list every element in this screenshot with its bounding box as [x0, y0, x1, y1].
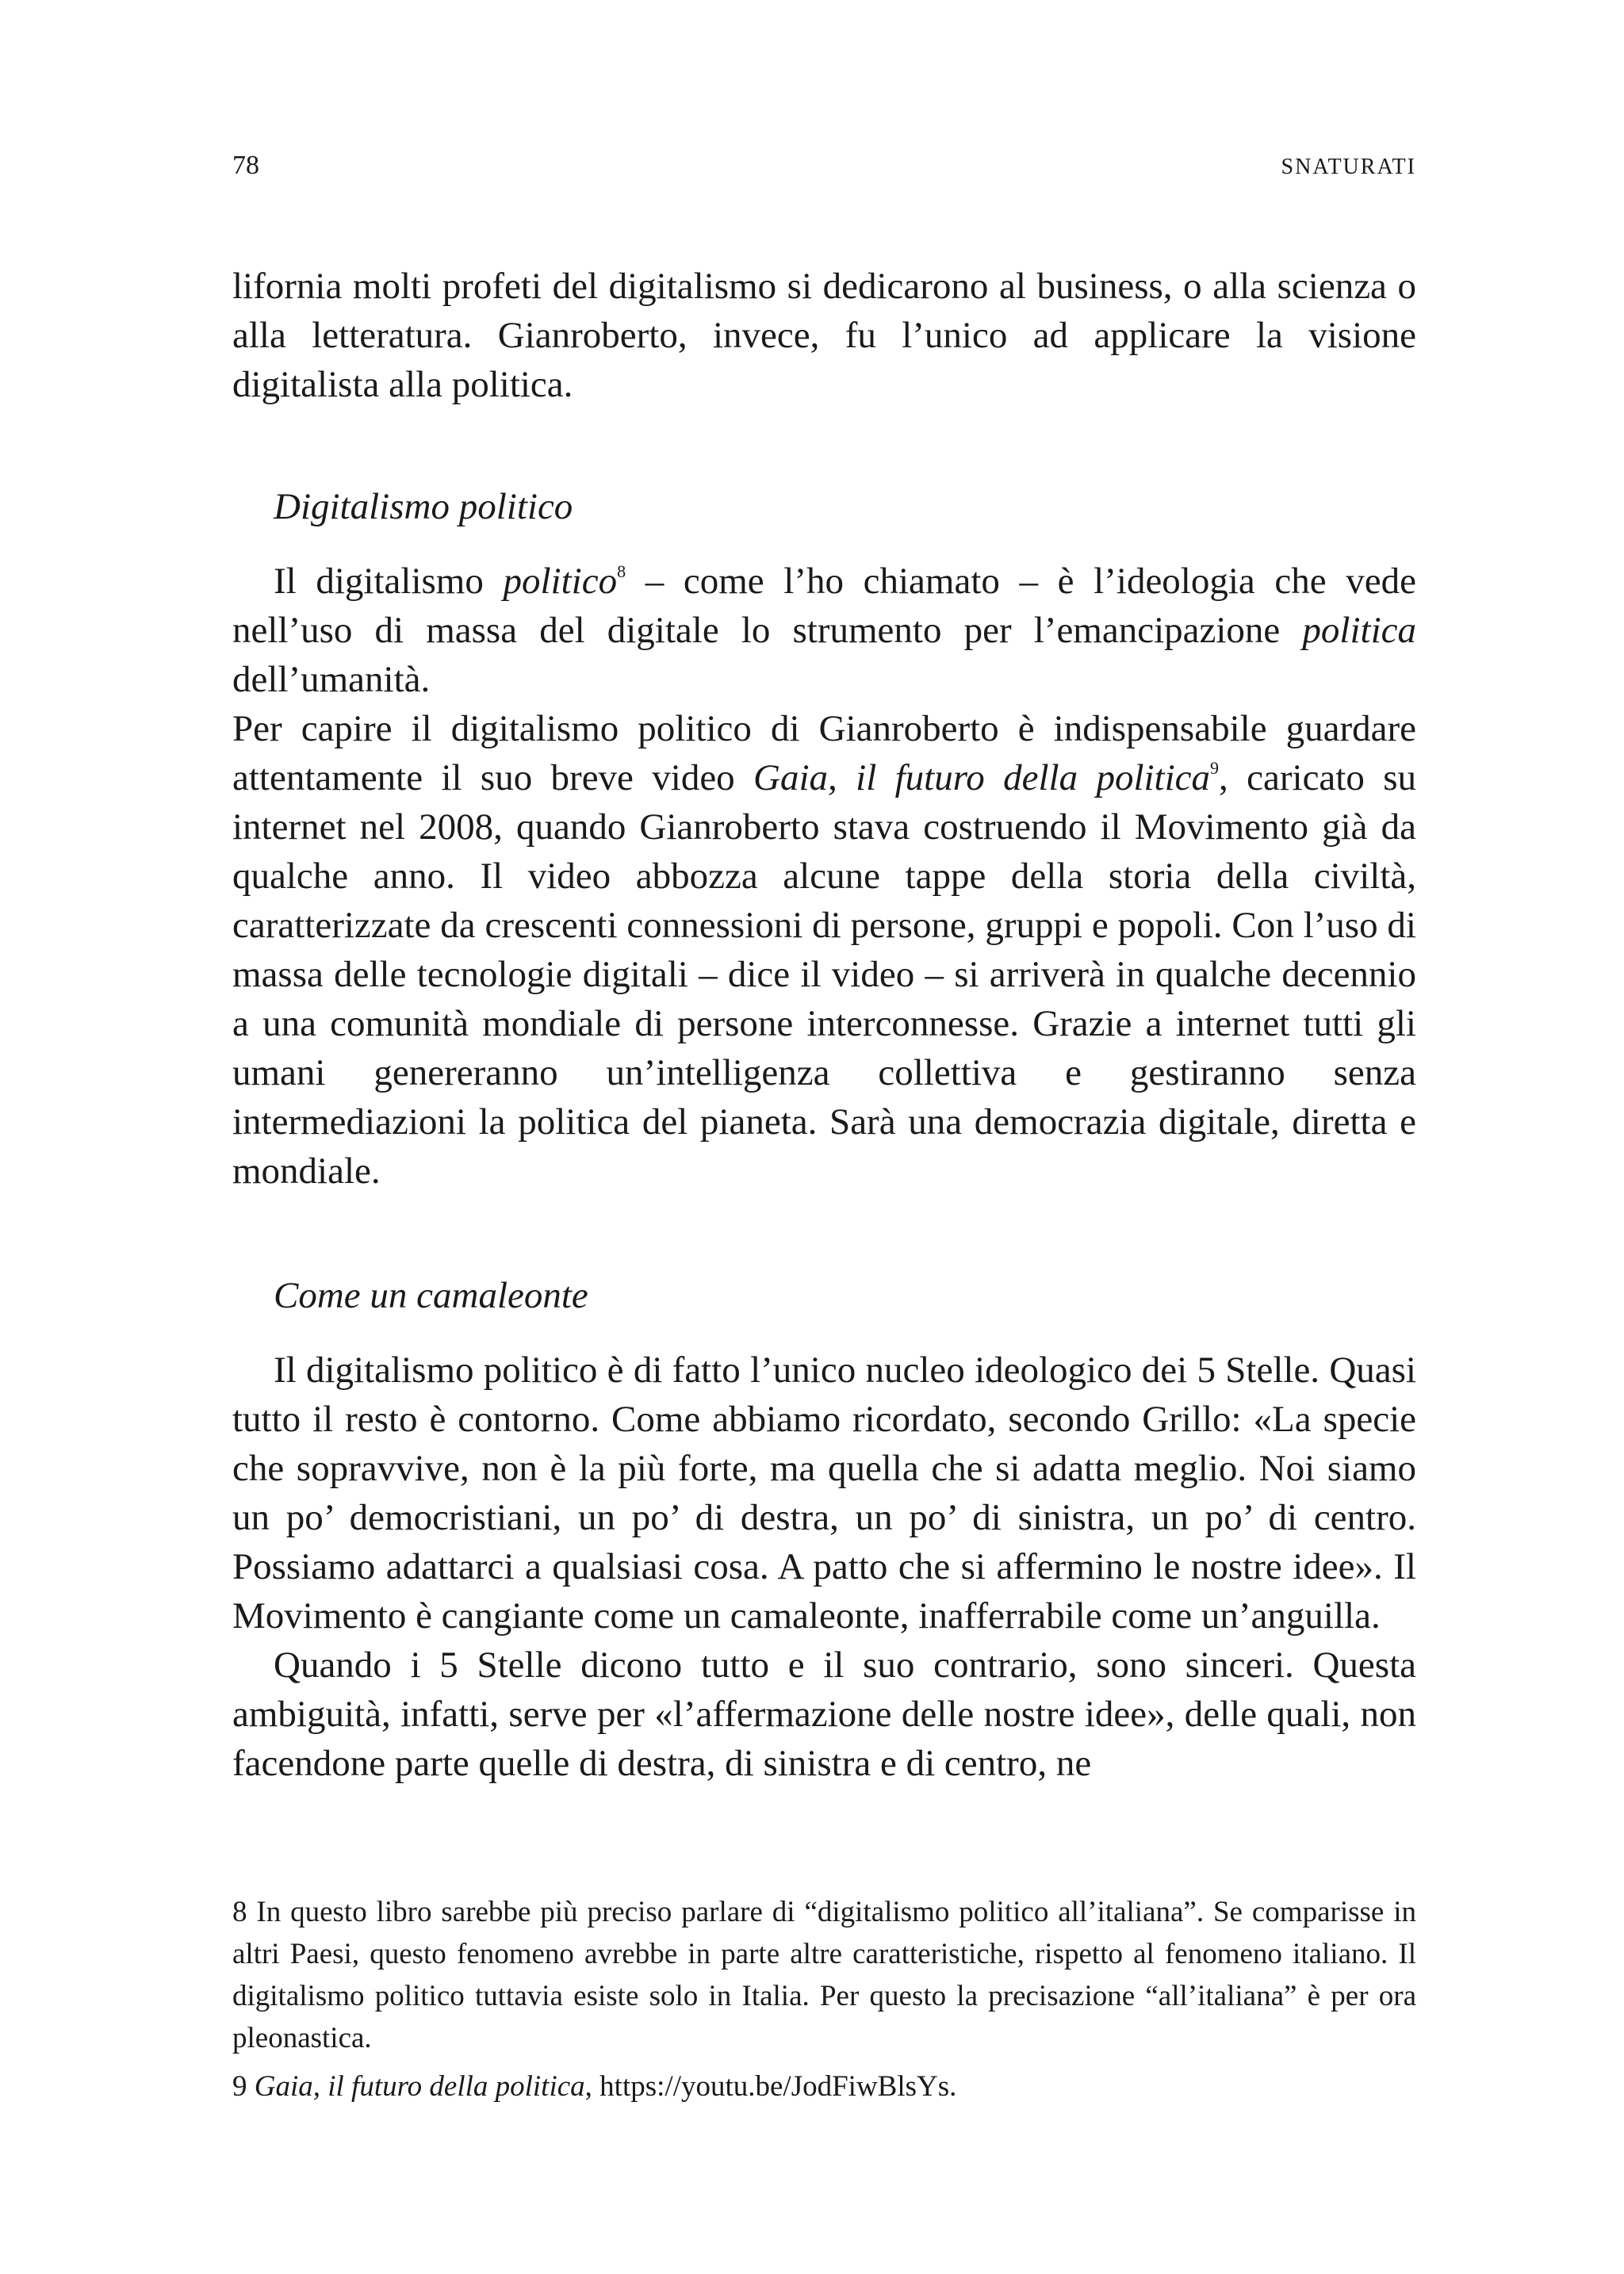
intro-paragraph-block	[232, 262, 1416, 409]
page-number: 78	[232, 151, 259, 180]
section-heading-digitalismo-politico: Digitalismo politico	[274, 486, 573, 527]
section2-paragraph-1: Il digitalismo politico è di fatto l’unico nucleo ideologico dei 5 Stelle. Quasi tutto il resto è contorno. Come abbiamo ricordato, secondo Grillo: «La specie che sopravvive, non è la più forte, ma quella che si adatta meglio. Noi siamo un po’ democristiani, un po’ di destra, un po’ di sinistra, un po’ di centro. Possiamo adattarci a qualsiasi cosa. A patto che si affermino le nostre idee». Il Movimento è cangiante come un camaleonte, inafferrabile come un’anguilla.	[232, 1349, 1416, 1637]
footnote-ref-9: 9	[1210, 758, 1220, 778]
section-heading-come-un-camaleonte: Come un camaleonte	[274, 1275, 588, 1316]
page-header	[232, 151, 1416, 190]
section1-body	[232, 557, 1416, 1196]
section1-paragraph-1: Il digitalismo politico$^8$ – come l’ho chiamato – è l’ideologia che vede nell’uso di massa del digitale lo strumento per l’emancipazione politica dell’umanità.	[232, 561, 1417, 700]
footnote-9: 9 Gaia, il futuro della politica, https://youtu.be/JodFiwBlsYs.	[232, 2070, 957, 2103]
footnote-ref-8: 8	[617, 561, 626, 581]
section2-body	[232, 1346, 1416, 1788]
section1-paragraph-2: Per capire il digitalismo politico di Gianroberto è indispensabile guardare attentamente il suo breve video Gaia, il futuro della politica$^9$, caricato su internet nel 2008, quando Gianroberto stava costruendo il Movimento già da qualche anno. Il video abbozza alcune tappe della storia della civiltà, caratterizzate da crescenti connessioni di persone, gruppi e popoli. Con l’uso di massa delle tecnologie digitali – dice il video – si arriverà in qualche decennio a una comunità mondiale di persone interconnesse. Grazie a internet tutti gli umani genereranno un’intelligenza collettiva e gestiranno senza intermediazioni la politica del pianeta. Sarà una democrazia digitale, diretta e mondiale.	[232, 708, 1416, 1192]
footnote-8: 8 In questo libro sarebbe più preciso parlare di “digitalismo politico all’italiana”. Se comparisse in altri Paesi, questo fenomeno avrebbe in parte altre caratteristiche, rispetto al fenomeno italiano. Il digitalismo politico tuttavia esiste solo in Italia. Per questo la precisazione “all’italiana” è per ora pleonastica.	[232, 1896, 1416, 2054]
running-title: SNATURATI	[1281, 155, 1416, 179]
intro-paragraph: lifornia molti profeti del digitalismo si dedicarono al business, o alla scienza o alla letteratura. Gianroberto, invece, fu l’unico ad applicare la visione digitalista alla politica.	[232, 266, 1416, 405]
footnotes	[232, 1891, 1416, 2107]
section2-paragraph-2: Quando i 5 Stelle dicono tutto e il suo contrario, sono sinceri. Questa ambiguità, infatti, serve per «l’affermazione delle nostre idee», delle quali, non facendone parte quelle di destra, di sinistra e di centro, ne	[232, 1644, 1416, 1784]
